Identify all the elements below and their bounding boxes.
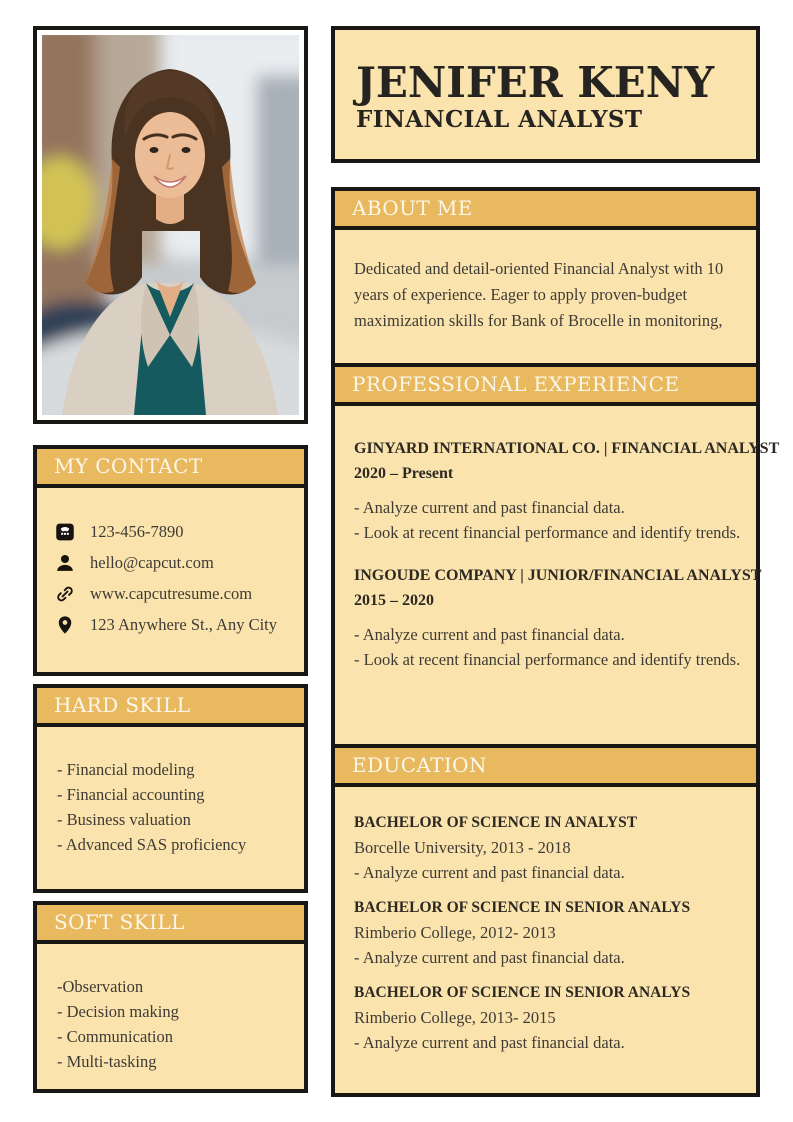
job-bullet: - Analyze current and past financial data. xyxy=(354,625,625,644)
job-dates: 2020 – Present xyxy=(354,465,454,482)
contact-list xyxy=(37,488,304,672)
education-section-body xyxy=(335,787,756,1093)
contact-row-website xyxy=(55,578,296,609)
education-school: Rimberio College, 2012- 2013 xyxy=(354,923,556,942)
contact-row-phone xyxy=(55,516,296,547)
about-section-header xyxy=(335,191,756,230)
job-dates: 2015 – 2020 xyxy=(354,592,434,609)
hard-skill-list xyxy=(37,727,304,889)
hard-skill-item: - Advanced SAS proficiency xyxy=(57,835,247,854)
contact-section xyxy=(33,445,308,676)
profile-photo xyxy=(42,35,299,415)
photo-frame xyxy=(33,26,308,424)
job-heading: INGOUDE COMPANY | JUNIOR/FINANCIAL ANALYST xyxy=(354,567,762,584)
phone-icon xyxy=(55,522,75,542)
education-entry xyxy=(354,896,744,970)
person-name: JENIFER KENY xyxy=(356,57,715,107)
education-bullet: - Analyze current and past financial data. xyxy=(354,1033,625,1052)
contact-section-header xyxy=(37,449,304,488)
contact-address-text: 123 Anywhere St., Any City xyxy=(90,614,278,634)
link-icon xyxy=(55,584,75,604)
soft-skill-item: - Multi-tasking xyxy=(57,1052,157,1071)
job-entry xyxy=(354,563,762,672)
education-entry xyxy=(354,811,744,885)
education-degree: BACHELOR OF SCIENCE IN SENIOR ANALYS xyxy=(354,984,691,1001)
soft-skill-section-header xyxy=(37,905,304,944)
education-degree: BACHELOR OF SCIENCE IN ANALYST xyxy=(354,814,638,831)
right-column xyxy=(331,26,780,1097)
soft-skill-section-title: SOFT SKILL xyxy=(54,910,185,934)
hard-skill-section-title: HARD SKILL xyxy=(54,693,191,717)
left-column xyxy=(33,26,308,1093)
about-section-body xyxy=(335,230,756,363)
education-school: Rimberio College, 2013- 2015 xyxy=(354,1008,556,1027)
soft-skill-item: -Observation xyxy=(57,977,144,996)
job-bullet: - Analyze current and past financial data. xyxy=(354,498,625,517)
about-text: Dedicated and detail-oriented Financial Analyst with 10 years of experience. Eager to apply proven-budget maximization skills for Bank of Brocelle in monitoring, xyxy=(354,259,724,330)
education-degree: BACHELOR OF SCIENCE IN SENIOR ANALYS xyxy=(354,899,691,916)
education-bullet: - Analyze current and past financial data. xyxy=(354,863,625,882)
location-icon xyxy=(55,615,75,635)
soft-skill-item: - Decision making xyxy=(57,1002,179,1021)
soft-skill-item: - Communication xyxy=(57,1027,173,1046)
hard-skill-section xyxy=(33,684,308,893)
job-bullet: - Look at recent financial performance and identify trends. xyxy=(354,650,741,669)
person-title: FINANCIAL ANALYST xyxy=(356,105,643,133)
experience-section-body xyxy=(335,406,780,744)
experience-section-header xyxy=(335,363,756,406)
about-section-title: ABOUT ME xyxy=(352,196,473,220)
experience-section-title: PROFESSIONAL EXPERIENCE xyxy=(352,372,680,396)
job-bullet: - Look at recent financial performance and identify trends. xyxy=(354,523,741,542)
person-icon xyxy=(55,553,75,573)
hard-skill-item: - Business valuation xyxy=(57,810,191,829)
contact-website-text: www.capcutresume.com xyxy=(90,583,253,603)
education-entry xyxy=(354,981,744,1055)
main-sections xyxy=(331,187,780,1097)
education-bullet: - Analyze current and past financial data. xyxy=(354,948,625,967)
contact-row-email xyxy=(55,547,296,578)
contact-section-title: MY CONTACT xyxy=(54,454,203,478)
job-entry xyxy=(354,436,780,545)
soft-skill-section xyxy=(33,901,308,1093)
hard-skill-section-header xyxy=(37,688,304,727)
contact-phone-text: 123-456-7890 xyxy=(90,521,184,541)
education-section-title: EDUCATION xyxy=(352,753,487,777)
job-heading: GINYARD INTERNATIONAL CO. | FINANCIAL ANALYST xyxy=(354,440,780,457)
hard-skill-item: - Financial modeling xyxy=(57,760,195,779)
education-section-header xyxy=(335,744,756,787)
contact-row-address xyxy=(55,609,296,640)
name-card xyxy=(331,26,760,163)
education-school: Borcelle University, 2013 - 2018 xyxy=(354,838,571,857)
contact-email-text: hello@capcut.com xyxy=(90,552,214,572)
soft-skill-list xyxy=(37,944,304,1089)
hard-skill-item: - Financial accounting xyxy=(57,785,205,804)
